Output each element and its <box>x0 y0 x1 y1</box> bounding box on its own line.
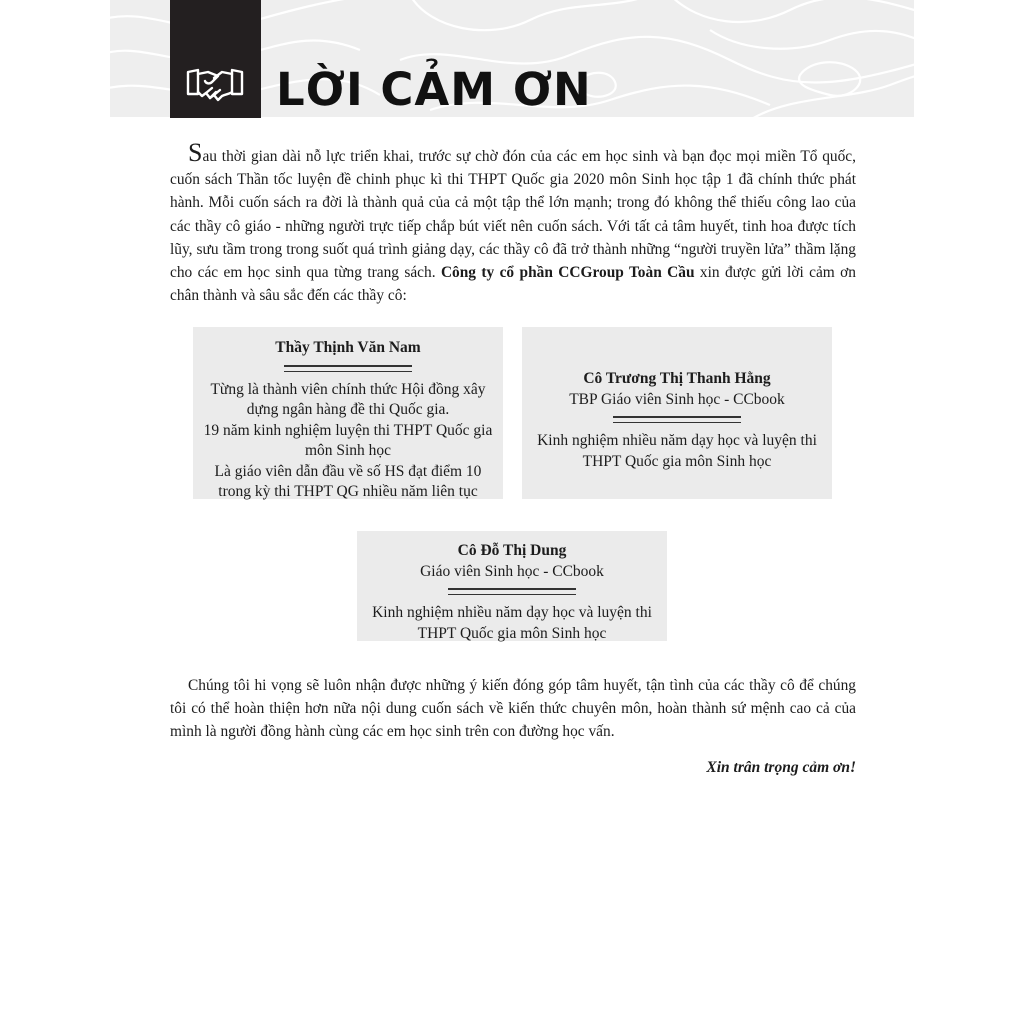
dropcap: S <box>188 138 203 167</box>
intro-paragraph <box>170 138 856 307</box>
handshake-icon <box>184 64 246 108</box>
double-rule-divider <box>613 416 741 423</box>
double-rule-divider <box>284 365 412 372</box>
teacher-name: Thầy Thịnh Văn Nam <box>275 339 421 356</box>
intro-text: au thời gian dài nỗ lực triển khai, trước sự chờ đón của các em học sinh và bạn đọc mọi miền Tổ quốc, cuốn sách Thần tốc luyện đề chinh phục kì thi THPT Quốc gia 2020 môn Sinh học tập 1 đã chính thức phát hành. Mỗi cuốn sách ra đời là thành quả của cả một tập thể lớn mạnh; trong đó không thể thiếu công lao của các thầy cô giáo - những người trực tiếp chắp bút viết nên cuốn sách. Với tất cả tâm huyết, tinh hoa được tích lũy, sưu tầm trong trong suốt quá trình giảng dạy, các thầy cô đã trở thành những “người truyền lửa” thầm lặng cho các em học sinh qua từng trang sách. <box>170 148 856 282</box>
signature: Xin trân trọng cảm ơn! <box>706 759 856 776</box>
closing-paragraph: Chúng tôi hi vọng sẽ luôn nhận được những ý kiến đóng góp tâm huyết, tận tình của các thầy cô để chúng tôi có thể hoàn thiện hơn nữa nội dung cuốn sách về kiến thức chuyên môn, hoàn thành sứ mệnh cao cả của mình là người đồng hành cùng các em học sinh trên con đường học vấn. <box>170 677 856 741</box>
title-icon-box <box>170 0 261 118</box>
teacher-name: Cô Đỗ Thị Dung <box>457 542 567 559</box>
company-name: Công ty cổ phần CCGroup Toàn Cầu <box>440 264 695 282</box>
page-title: LỜI CẢM ƠN <box>276 63 592 116</box>
teacher-role: TBP Giáo viên Sinh học - CCbook <box>569 390 785 408</box>
teacher-detail: Kinh nghiệm nhiều năm dạy học và luyện thi THPT Quốc gia môn Sinh học <box>372 604 652 642</box>
teacher-role: Giáo viên Sinh học - CCbook <box>420 562 604 580</box>
teacher-card-truong-thi-thanh-hang <box>522 327 832 499</box>
teacher-detail: 19 năm kinh nghiệm luyện thi THPT Quốc gia môn Sinh học <box>203 421 493 459</box>
intro-text-end: xin được gửi lời cảm ơn chân thành và sâu sắc đến các thầy cô: <box>170 264 856 305</box>
teacher-detail: Kinh nghiệm nhiều năm dạy học và luyện thi THPT Quốc gia môn Sinh học <box>537 432 817 470</box>
teacher-card-thinh-van-nam <box>193 327 503 499</box>
teacher-detail: Từng là thành viên chính thức Hội đồng xây dựng ngân hàng đề thi Quốc gia. <box>210 380 486 418</box>
teacher-detail: Là giáo viên dẫn đầu về số HS đạt điểm 10 trong kỳ thi THPT QG nhiều năm liên tục <box>214 462 482 500</box>
teacher-card-do-thi-dung <box>357 531 667 641</box>
double-rule-divider <box>448 588 576 595</box>
teacher-name: Cô Trương Thị Thanh Hằng <box>583 370 771 387</box>
